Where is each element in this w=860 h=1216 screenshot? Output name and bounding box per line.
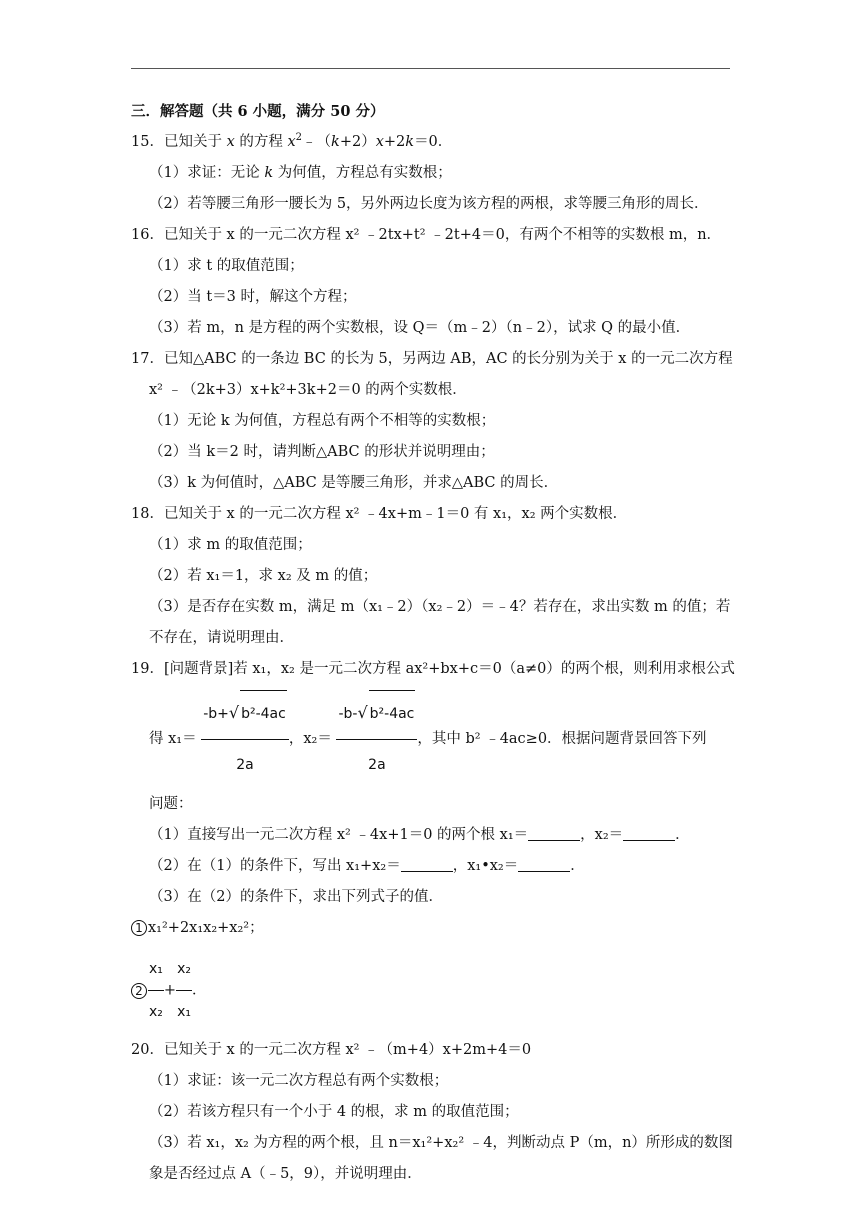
- question-15-part-2: （2）若等腰三角形一腰长为 5，另外两边长度为该方程的两根，求等腰三角形的周长．: [149, 196, 709, 212]
- question-19-stem: 19．[问题背景]若 x₁，x₂ 是一元二次方程 ax²+bx+c＝0（a≠0）的两个根，则利用求根公式: [131, 661, 735, 677]
- question-19-part-3: （3）在（2）的条件下，求出下列式子的值．: [149, 889, 443, 905]
- root-formula-x1: $\frac{\text{-b+√ b²-4ac}}{2a}$: [201, 690, 289, 788]
- question-19-stem-continued: 问题：: [149, 796, 193, 812]
- question-17-stem: 17．已知△ABC 的一条边 BC 的长为 5，另两边 AB，AC 的长分别为关于 x 的一元二次方程: [131, 351, 733, 367]
- question-17-part-1: （1）无论 k 为何值，方程总有两个不相等的实数根；: [149, 413, 496, 429]
- question-18-part-3-continued: 不存在，请说明理由．: [149, 630, 294, 646]
- circled-number-1: 1: [131, 920, 147, 936]
- fraction-x2-over-x1: $\frac{\text{x₂}}{\text{x₁}}$: [176, 949, 192, 1032]
- question-17-part-3: （3）k 为何值时，△ABC 是等腰三角形，并求△ABC 的周长．: [149, 475, 559, 491]
- exam-content: [131, 102, 735, 1195]
- answer-blank[interactable]: [623, 826, 675, 841]
- question-19-part-1: （1）直接写出一元二次方程 x² ﹣4x+1＝0 的两个根 x₁＝ ，x₂＝ ．: [149, 827, 690, 843]
- answer-blank[interactable]: [518, 857, 570, 872]
- answer-blank[interactable]: [528, 826, 580, 841]
- question-19-item-2: 2 $\frac{\text{x₁}}{\text{x₂}}$ + $\frac{\text{x₂}}{\text{x₁}}$ ．: [131, 949, 731, 1032]
- question-15-part-1: （1）求证：无论 k 为何值，方程总有实数根；: [149, 165, 452, 181]
- question-18-stem: 18．已知关于 x 的一元二次方程 x² ﹣4x+m﹣1＝0 有 x₁，x₂ 两个实数根．: [131, 506, 628, 522]
- section-title: 三．解答题（共 6 小题，满分 50 分）: [131, 103, 385, 120]
- question-20-part-3: （3）若 x₁，x₂ 为方程的两个根，且 n＝x₁²+x₂² ﹣4，判断动点 P（m，n）所形成的数图: [149, 1135, 733, 1151]
- question-20-part-1: （1）求证：该一元二次方程总有两个实数根；: [149, 1073, 449, 1089]
- question-18-part-2: （2）若 x₁＝1，求 x₂ 及 m 的值；: [149, 568, 378, 584]
- question-19-part-2: （2）在（1）的条件下，写出 x₁+x₂＝ ，x₁•x₂＝ ．: [149, 858, 585, 874]
- question-17-part-2: （2）当 k＝2 时，请判断△ABC 的形状并说明理由；: [149, 444, 495, 460]
- question-16-part-3: （3）若 m，n 是方程的两个实数根，设 Q＝（m﹣2）（n﹣2），试求 Q 的最小值．: [149, 320, 691, 336]
- answer-blank[interactable]: [401, 857, 453, 872]
- question-17-stem-continued: x² ﹣（2k+3）x+k²+3k+2＝0 的两个实数根．: [149, 382, 467, 398]
- fraction-x1-over-x2: $\frac{\text{x₁}}{\text{x₂}}$: [148, 949, 164, 1032]
- question-19-item-1: 1 x₁²+2x₁x₂+x₂²；: [131, 918, 731, 938]
- question-16-stem: 16．已知关于 x 的一元二次方程 x² ﹣2tx+t² ﹣2t+4＝0，有两个不相等的实数根 m，n．: [131, 227, 722, 243]
- question-18-part-1: （1）求 m 的取值范围；: [149, 537, 312, 553]
- question-15-stem: 15．已知关于 x 的方程 $x^2﹣(k+2)x+2k=0$．: [131, 132, 453, 150]
- header-rule: [131, 68, 730, 69]
- quadratic-formula-line: 得 x₁＝ $\frac{\text{-b+√ b²-4ac}}{2a}$ ，x₂＝ $\frac{\text{-b-√ b²-4ac}}{2a}$ ，其中 b² ﹣4ac≥0．根据问题背景回答下列: [131, 690, 731, 788]
- question-16-part-2: （2）当 t＝3 时，解这个方程；: [149, 289, 357, 305]
- question-20-part-2: （2）若该方程只有一个小于 4 的根，求 m 的取值范围；: [149, 1104, 519, 1120]
- question-20-stem: 20．已知关于 x 的一元二次方程 x² ﹣（m+4）x+2m+4＝0: [131, 1042, 532, 1058]
- question-20-part-3-continued: 象是否经过点 A（﹣5，9），并说明理由．: [149, 1166, 422, 1182]
- question-18-part-3: （3）是否存在实数 m，满足 m（x₁﹣2）（x₂﹣2）＝﹣4？若存在，求出实数 m 的值；若: [149, 599, 731, 615]
- question-16-part-1: （1）求 t 的取值范围；: [149, 258, 304, 274]
- circled-number-2: 2: [131, 983, 147, 999]
- root-formula-x2: $\frac{\text{-b-√ b²-4ac}}{2a}$: [336, 690, 417, 788]
